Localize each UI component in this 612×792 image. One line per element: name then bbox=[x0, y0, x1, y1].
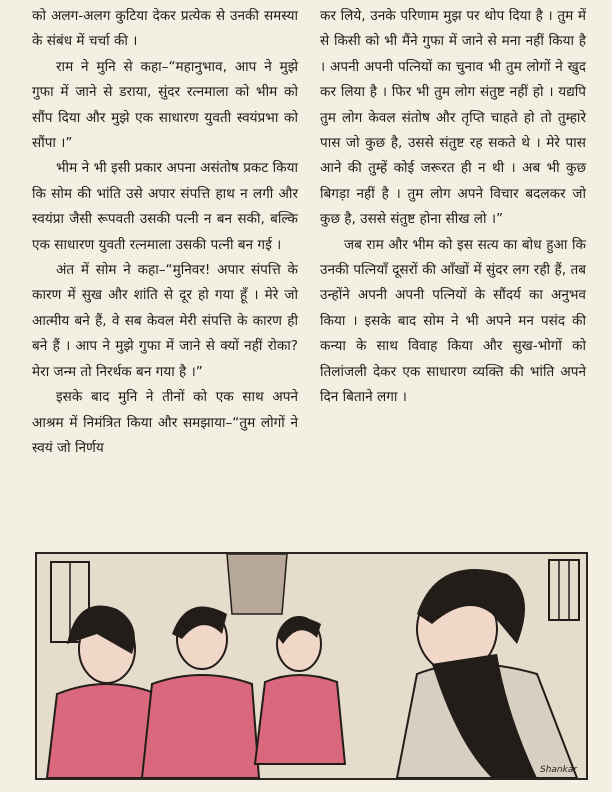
left-paragraph-1: को अलग-अलग कुटिया देकर प्रत्येक से उनकी समस्या के संबंध में चर्चा की । bbox=[32, 8, 298, 50]
artist-signature: Shankar bbox=[540, 765, 578, 775]
left-paragraph-5: इसके बाद मुनि ने तीनों को एक साथ अपने आश्रम में निमंत्रित किया और समझाया–“तुम लोगों ने स्वयं जो निर्णय bbox=[32, 389, 298, 456]
left-paragraph-4: अंत में सोम ने कहा–“मुनिवर! अपार संपत्ति के कारण में सुख और शांति से दूर हो गया हूँ । मेरे जो आत्मीय बने हैं, वे सब केवल मेरी संपत्ति के कारण ही बने हैं । आप ने मुझे गुफा में जाने से क्यों नहीं रोका? मेरा जन्म तो निरर्थक बन गया है ।” bbox=[32, 262, 298, 380]
illustration-drawing bbox=[37, 554, 586, 778]
right-paragraph-1: कर लिये, उनके परिणाम मुझ पर थोप दिया है । तुम में से किसी को भी मैंने गुफा में जाने से मना नहीं किया है । अपनी अपनी पत्नियों का चुनाव भी तुम लोगों ने खुद कर लिया है । फिर भी तुम लोग संतुष्ट नहीं हो । यद्यपि तुम लोग केवल संतोष और तृप्ति चाहते हो तो तुम्हारे पास जो कुछ है, उससे संतुष्ट रह सकते थे । मेरे पास आने की तुम्हें कोई जरूरत ही न थी । अब भी कुछ बिगड़ा नहीं है । तुम लोग अपने विचार बदलकर जो कुछ है, उससे संतुष्ट होना सीख लो ।” bbox=[320, 8, 586, 228]
left-paragraph-2: राम ने मुनि से कहा–“महानुभाव, आप ने मुझे गुफा में जाने से डराया, सुंदर रत्नमाला को भीम को सौंप दिया और मुझे एक साधारण युवती स्वयंप्रभा को सौंपा ।” bbox=[32, 58, 298, 152]
right-text-column bbox=[320, 4, 586, 411]
right-paragraph-2: जब राम और भीम को इस सत्य का बोध हुआ कि उनकी पत्नियाँ दूसरों की आँखों में सुंदर लग रही हैं, तब उन्होंने अपनी अपनी पत्नियों के सौंदर्य का अनुभव किया । इसके बाद सोम ने भी अपने मन पसंद की कन्या के साथ विवाह किया और सुख-भोगों को तिलांजली देकर एक साधारण व्यक्ति की भांति अपने दिन बिताने लगा । bbox=[320, 236, 586, 406]
left-paragraph-3: भीम ने भी इसी प्रकार अपना असंतोष प्रकट किया कि सोम की भांति उसे अपार संपत्ति हाथ न लगी और स्वयंप्रा जैसी रूपवती उसकी पत्नी न बन सकी, बल्कि एक साधारण युवती रत्नमाला उसकी पत्नी बन गई । bbox=[32, 160, 298, 253]
hanging-cloth bbox=[227, 554, 287, 614]
story-illustration bbox=[35, 552, 588, 780]
left-text-column bbox=[32, 4, 298, 461]
